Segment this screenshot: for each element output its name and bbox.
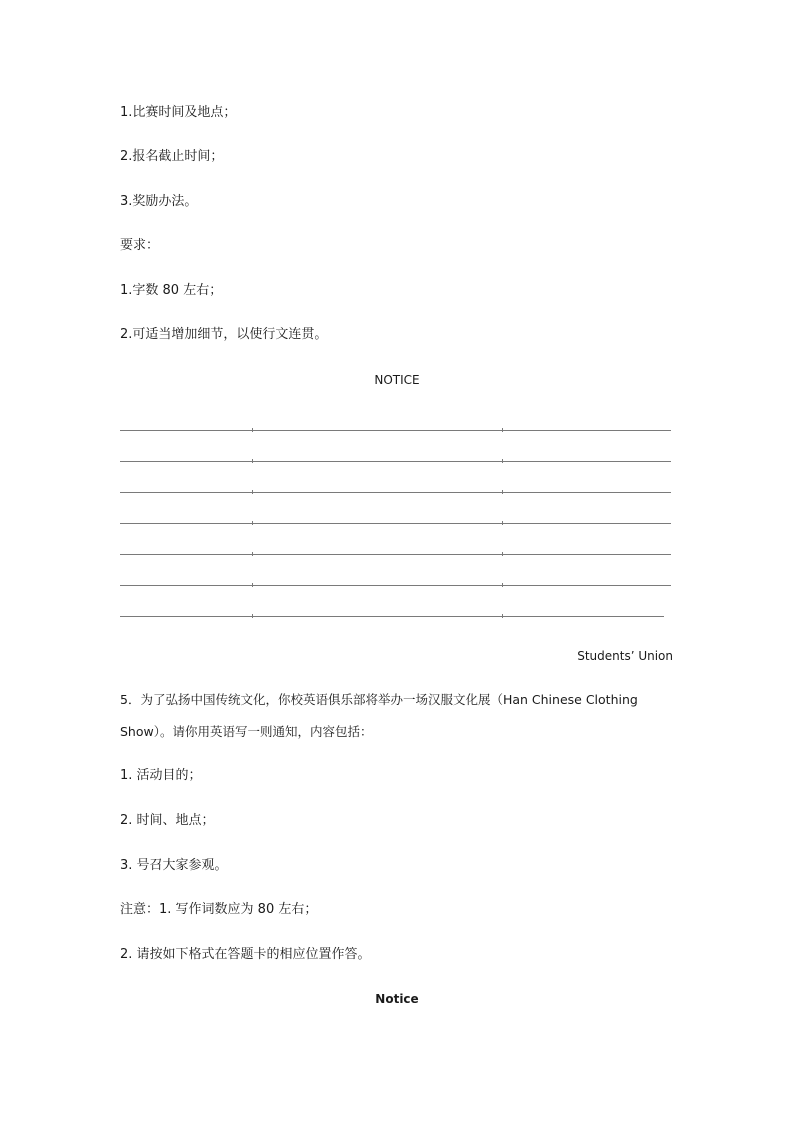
line-joint <box>502 459 503 463</box>
writing-lines <box>120 420 671 630</box>
line-joint <box>502 583 503 587</box>
requirement-word-count: 1.字数 80 左右； <box>120 283 223 298</box>
line-joint <box>502 428 503 432</box>
writing-line <box>120 585 671 586</box>
writing-line <box>120 492 671 493</box>
writing-line <box>120 554 671 555</box>
writing-line <box>120 461 671 462</box>
notice-signature: Students’ Union <box>577 649 673 663</box>
line-joint <box>252 583 253 587</box>
line-joint <box>252 552 253 556</box>
requirements-heading: 要求： <box>120 238 160 253</box>
requirement-item-2: 2.报名截止时间； <box>120 149 224 164</box>
writing-line <box>120 430 671 431</box>
requirement-details: 2.可适当增加细节，以使行文连贯。 <box>120 327 328 342</box>
line-joint <box>252 459 253 463</box>
line-joint <box>252 428 253 432</box>
question-5-item-1: 1. 活动目的； <box>120 768 202 783</box>
requirement-item-3: 3.奖励办法。 <box>120 194 198 209</box>
line-joint <box>252 490 253 494</box>
requirement-item-1: 1.比赛时间及地点； <box>120 105 237 120</box>
writing-line <box>120 616 664 617</box>
question-5-prompt-line-1: 5．为了弘扬中国传统文化，你校英语俱乐部将举办一场汉服文化展（Han Chinese Clothing <box>120 692 638 707</box>
notice-2-title: Notice <box>375 992 419 1006</box>
notice-title: NOTICE <box>374 373 420 387</box>
question-5-item-3: 3. 号召大家参观。 <box>120 858 228 873</box>
line-joint <box>252 614 253 618</box>
line-joint <box>502 490 503 494</box>
line-joint <box>502 521 503 525</box>
line-joint <box>252 521 253 525</box>
writing-line <box>120 523 671 524</box>
line-joint <box>502 614 503 618</box>
question-5-item-2: 2. 时间、地点； <box>120 813 215 828</box>
line-joint <box>502 552 503 556</box>
question-5-note: 注意：1. 写作词数应为 80 左右； <box>120 902 318 917</box>
question-5-prompt-line-2: Show）。请你用英语写一则通知，内容包括： <box>120 724 373 739</box>
question-5-note-2: 2. 请按如下格式在答题卡的相应位置作答。 <box>120 947 371 962</box>
